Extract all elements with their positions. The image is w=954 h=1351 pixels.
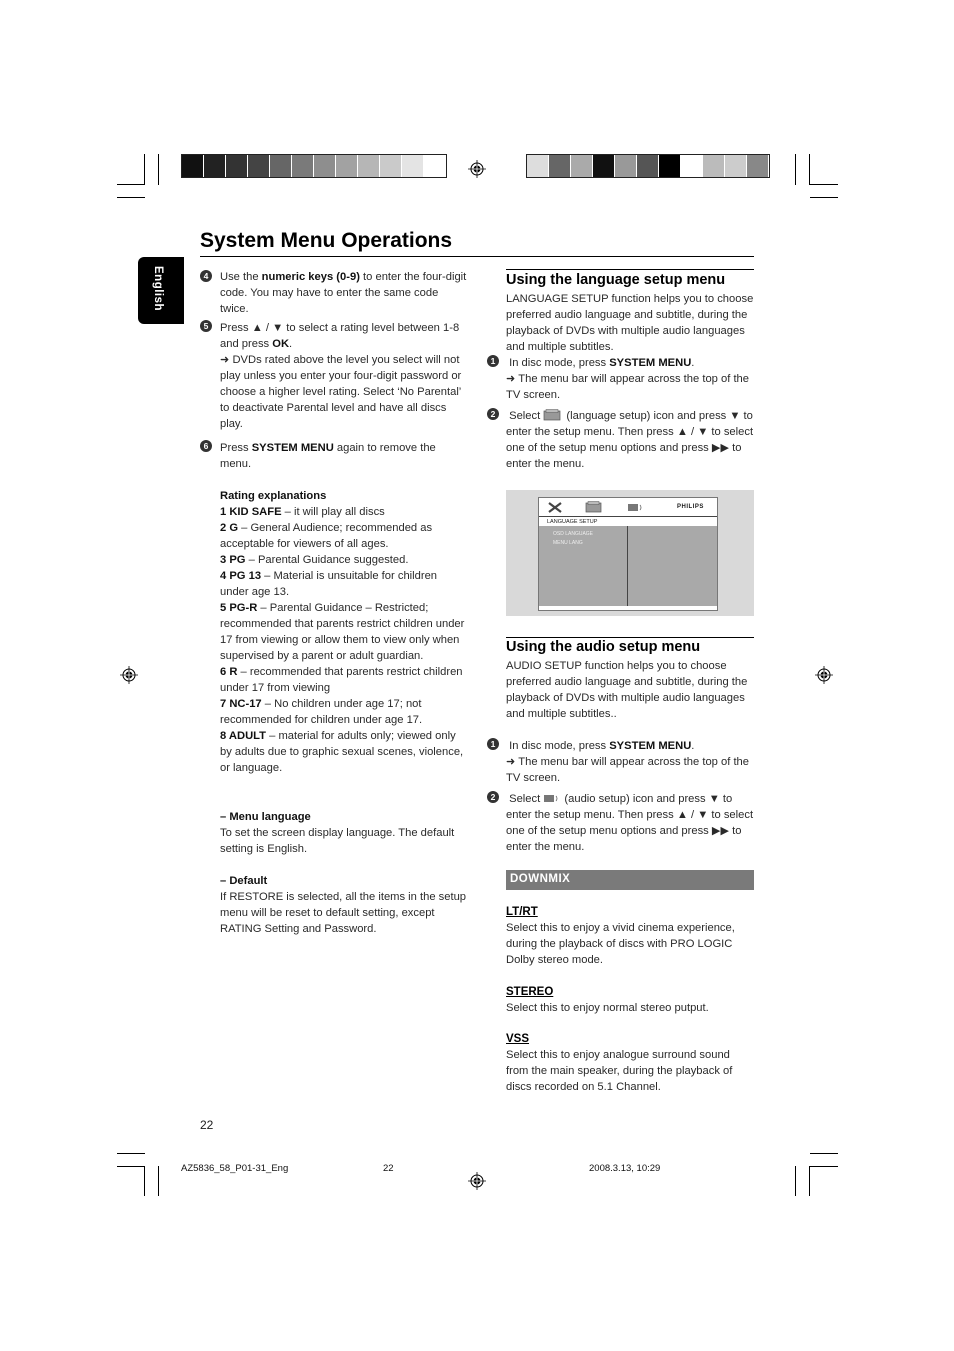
- audio-setup-intro: AUDIO SETUP function helps you to choose preferred audio language and subtitle, during the playback of DVDs with multiple audio languages and multiple subtitles..: [506, 660, 748, 720]
- default-section: [220, 873, 468, 937]
- screen-menu-title: LANGUAGE SETUP: [547, 519, 598, 525]
- rating-item: 4 PG 13 – Material is unsuitable for children under age 13.: [220, 570, 438, 598]
- language-step-2-text: Select (language setup) icon and press ▼ to enter the setup menu. Then press ▲ / ▼ to select one of the setup menu options and press ▶▶ to enter the menu.: [506, 410, 754, 470]
- rating-item: 5 PG-R – Parental Guidance – Restricted; recommended that parents restrict children under 17 from viewing or allow them to view only when supervised by a parent or adult guardian.: [220, 602, 465, 662]
- footer-timestamp: 2008.3.13, 10:29: [589, 1163, 661, 1174]
- registration-mark-icon: [468, 160, 486, 178]
- step-6-text: Press SYSTEM MENU again to remove the menu.: [220, 442, 436, 470]
- setup-menu-screen: [538, 497, 718, 611]
- rating-item: 7 NC-17 – No children under age 17; not recommended for children under age 17.: [220, 698, 423, 726]
- language-side-tab: [138, 257, 184, 324]
- section-rule: [506, 269, 754, 270]
- vss-heading: VSS: [506, 1033, 530, 1045]
- philips-logo: PHILIPS: [677, 504, 704, 510]
- footer-file-name: AZ5836_58_P01-31_Eng: [181, 1163, 289, 1174]
- menu-bar-divider: [539, 516, 717, 517]
- screen-menu-item: MENU LANG: [553, 540, 583, 546]
- rating-explanations: [220, 488, 468, 776]
- menu-language-heading: – Menu language: [220, 811, 311, 823]
- audio-setup-icon: [627, 502, 645, 513]
- rating-heading: Rating explanations: [220, 490, 327, 502]
- section-rule: [506, 637, 754, 638]
- step-number-badge: 1: [487, 738, 499, 750]
- ltrt-section: [506, 904, 754, 968]
- stereo-text: Select this to enjoy normal stereo putput.: [506, 1002, 709, 1014]
- stereo-section: [506, 984, 754, 1016]
- rating-item: 3 PG – Parental Guidance suggested.: [220, 554, 409, 566]
- step-number-badge: 4: [200, 270, 212, 282]
- side-tab-label: English: [152, 266, 164, 312]
- default-text: If RESTORE is selected, all the items in the setup menu will be reset to default setting, except RATING Setting and Password.: [220, 891, 467, 935]
- screen-menu-item: OSD LANGUAGE: [553, 531, 594, 537]
- downmix-label: DOWNMIX: [510, 873, 571, 885]
- registration-mark-icon: [468, 1172, 486, 1190]
- language-setup-icon: [585, 501, 603, 513]
- page-title: System Menu Operations: [200, 229, 453, 252]
- rating-item: 1 KID SAFE – it will play all discs: [220, 506, 385, 518]
- step-number-badge: 2: [487, 791, 499, 803]
- rating-item: 6 R – recommended that parents restrict children under 17 from viewing: [220, 666, 463, 694]
- registration-mark-icon: [815, 666, 833, 684]
- ltrt-heading: LT/RT: [506, 906, 538, 918]
- menu-body: [539, 526, 717, 606]
- step-number-badge: 1: [487, 355, 499, 367]
- grayscale-bar-right: [526, 154, 770, 178]
- audio-setup-icon: [543, 793, 561, 804]
- step-4-text: Use the numeric keys (0-9) to enter the four-digit code. You may have to enter the same code twice.: [220, 271, 467, 315]
- rating-item: 2 G – General Audience; recommended as acceptable for viewers of all ages.: [220, 522, 433, 550]
- step-number-badge: 6: [200, 440, 212, 452]
- language-setup-heading: Using the language setup menu: [506, 272, 726, 288]
- grayscale-bar-left: [181, 154, 447, 178]
- audio-step-2-text: Select (audio setup) icon and press ▼ to enter the setup menu. Then press ▲ / ▼ to select one of the setup menu options and press ▶▶ to enter the menu.: [506, 793, 754, 853]
- language-step-1-text: In disc mode, press SYSTEM MENU. ➜ The menu bar will appear across the top of the TV screen.: [506, 357, 749, 401]
- default-heading: – Default: [220, 875, 268, 887]
- downmix-bar: [506, 870, 754, 890]
- menu-language-section: [220, 809, 468, 857]
- title-rule: [200, 256, 754, 257]
- rating-item: 8 ADULT – material for adults only; viewed only by adults due to graphic sexual scenes, violence, or language.: [220, 730, 464, 774]
- vss-section: [506, 1031, 754, 1095]
- general-setup-icon: [547, 501, 563, 514]
- vss-text: Select this to enjoy analogue surround sound from the main speaker, during the playback of discs recorded on 5.1 Channel.: [506, 1049, 733, 1093]
- footer-page: 22: [383, 1163, 394, 1174]
- language-setup-icon: [543, 409, 563, 421]
- step-5-text: Press ▲ / ▼ to select a rating level between 1-8 and press OK. ➜ DVDs rated above the level you select will not play unless you enter your four-digit password or choose a higher level rating. Select ‘No Parental’ to deactivate Parental level and have all discs play.: [220, 322, 462, 430]
- menu-split-divider: [627, 526, 628, 606]
- step-number-badge: 2: [487, 408, 499, 420]
- stereo-heading: STEREO: [506, 986, 554, 998]
- tv-screen-illustration: [506, 490, 754, 616]
- audio-step-1-text: In disc mode, press SYSTEM MENU. ➜ The menu bar will appear across the top of the TV screen.: [506, 740, 749, 784]
- step-number-badge: 5: [200, 320, 212, 332]
- menu-language-text: To set the screen display language. The default setting is English.: [220, 827, 455, 855]
- ltrt-text: Select this to enjoy a vivid cinema experience, during the playback of discs with PRO LOGIC Dolby stereo mode.: [506, 922, 735, 966]
- registration-mark-icon: [120, 666, 138, 684]
- audio-setup-heading: Using the audio setup menu: [506, 639, 701, 655]
- page-number: 22: [200, 1118, 214, 1132]
- language-setup-intro: LANGUAGE SETUP function helps you to choose preferred audio language and subtitle, during the playback of DVDs with multiple audio languages and multiple subtitles.: [506, 293, 754, 353]
